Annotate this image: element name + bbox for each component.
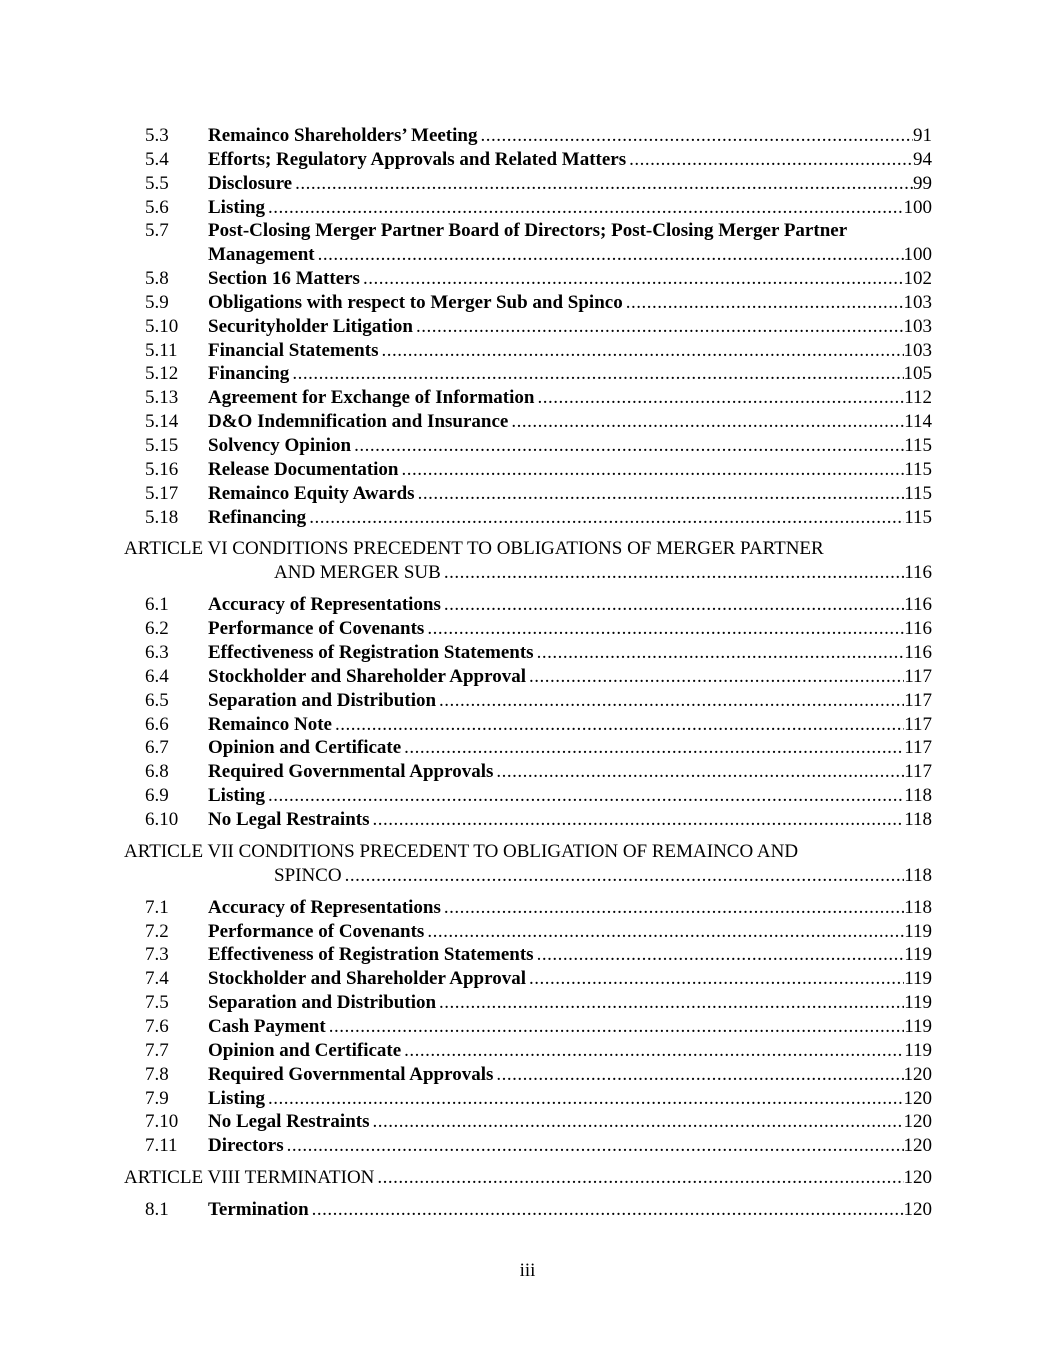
article-heading[interactable] <box>0 840 1055 896</box>
toc-entry-number: 7.6 <box>145 1016 169 1037</box>
toc-entry-page: 94 <box>913 148 932 170</box>
toc-entry-title: Performance of Covenants <box>208 618 425 640</box>
dot-leader <box>480 124 913 148</box>
dot-leader <box>372 808 904 832</box>
toc-entry-title: Separation and Distribution <box>208 992 437 1014</box>
toc-entry-number: 6.5 <box>145 689 169 711</box>
toc-entry[interactable] <box>0 410 1055 434</box>
dot-leader <box>529 967 904 991</box>
toc-entry-number: 5.7 <box>145 220 169 242</box>
toc-entry-page: 120 <box>903 1199 932 1221</box>
article-heading-title: ARTICLE VIII TERMINATION <box>124 1167 375 1189</box>
toc-entry-number: 5.10 <box>145 315 179 337</box>
toc-entry[interactable] <box>0 434 1055 458</box>
toc-entry-page: 116 <box>904 618 932 640</box>
dot-leader <box>309 506 904 530</box>
toc-entry-title: Agreement for Exchange of Information <box>208 387 535 409</box>
toc-entry-page: 100 <box>903 196 932 218</box>
toc-entry-page: 117 <box>904 737 932 759</box>
toc-entry-number: 5.4 <box>145 148 169 170</box>
dot-leader <box>427 920 904 944</box>
dot-leader <box>529 665 904 689</box>
toc-entry[interactable] <box>0 362 1055 386</box>
dot-leader <box>402 458 905 482</box>
dot-leader <box>404 736 904 760</box>
toc-entry-number: 5.18 <box>145 506 179 528</box>
toc-entry-title: Release Documentation <box>208 458 399 480</box>
toc-entry[interactable] <box>0 1110 1055 1134</box>
dot-leader <box>268 196 903 220</box>
dot-leader <box>439 689 904 713</box>
dot-leader <box>312 1198 904 1222</box>
toc-entry-title: Securityholder Litigation <box>208 315 413 337</box>
toc-entry[interactable] <box>0 896 1055 920</box>
toc-entry-title: Management <box>208 244 315 266</box>
toc-entry-title: Remainco Equity Awards <box>208 482 415 504</box>
toc-entry-number: 7.3 <box>145 944 169 966</box>
toc-entry-title: Stockholder and Shareholder Approval <box>208 968 526 990</box>
toc-entry-page: 114 <box>904 411 932 433</box>
toc-entry-page: 115 <box>904 506 932 528</box>
dot-leader <box>404 1039 904 1063</box>
article-heading-page: 120 <box>903 1167 932 1189</box>
toc-entry-title: Effectiveness of Registration Statements <box>208 944 534 966</box>
toc-entry-number: 5.8 <box>145 268 169 290</box>
toc-entry-page: 99 <box>913 172 932 194</box>
toc-entry-title: Required Governmental Approvals <box>208 1063 494 1085</box>
toc-entry-page: 119 <box>904 944 932 966</box>
toc-entry[interactable] <box>0 665 1055 689</box>
toc-entry-title: Obligations with respect to Merger Sub and Spinco <box>208 291 623 313</box>
toc-entry-number: 6.7 <box>145 737 169 759</box>
dot-leader <box>292 362 903 386</box>
toc-entry-page: 118 <box>904 808 932 830</box>
toc-entry-page: 112 <box>904 387 932 409</box>
toc-entry-number: 5.16 <box>145 458 179 480</box>
article-heading[interactable] <box>0 537 1055 593</box>
toc-entry-title: Listing <box>208 1087 266 1109</box>
toc-entry-title: Listing <box>208 785 266 807</box>
toc-entry[interactable] <box>0 1198 1055 1222</box>
toc-entry-number: 7.8 <box>145 1063 169 1085</box>
toc-entry[interactable] <box>0 291 1055 315</box>
dot-leader <box>268 784 904 808</box>
dot-leader <box>537 943 905 967</box>
toc-entry-title: Performance of Covenants <box>208 920 425 942</box>
dot-leader <box>511 410 904 434</box>
toc-entry[interactable] <box>0 920 1055 944</box>
toc-entry-number: 6.3 <box>145 642 169 664</box>
dot-leader <box>418 482 905 506</box>
toc-entry[interactable] <box>0 784 1055 808</box>
toc-entry[interactable] <box>0 267 1055 291</box>
toc-entry-number: 6.1 <box>145 594 169 616</box>
dot-leader <box>363 267 904 291</box>
dot-leader <box>537 386 904 410</box>
toc-entry-page: 91 <box>913 125 932 146</box>
toc-entry-number: 7.2 <box>145 920 169 942</box>
toc-entry[interactable] <box>0 1039 1055 1063</box>
toc-entry[interactable] <box>0 760 1055 784</box>
toc-entry-page: 117 <box>904 761 932 783</box>
toc-entry-number: 5.3 <box>145 125 169 146</box>
dot-leader <box>444 593 904 617</box>
toc-entry-title: Stockholder and Shareholder Approval <box>208 665 526 687</box>
toc-entry-page: 120 <box>903 1063 932 1085</box>
dot-leader <box>295 172 913 196</box>
toc-entry-page: 117 <box>904 689 932 711</box>
toc-entry-title: Cash Payment <box>208 1016 326 1037</box>
toc-entry[interactable] <box>0 713 1055 737</box>
dot-leader <box>444 561 904 585</box>
toc-entry-title: Financing <box>208 363 290 385</box>
toc-entry-page: 116 <box>904 642 932 664</box>
dot-leader <box>381 339 903 363</box>
toc-entry-page: 120 <box>903 1111 932 1133</box>
toc-entry-title: Effectiveness of Registration Statements <box>208 642 534 664</box>
toc-entry-number: 7.10 <box>145 1111 179 1133</box>
toc-entry-title: Solvency Opinion <box>208 434 352 456</box>
toc-entry[interactable] <box>0 458 1055 482</box>
toc-entry-page: 115 <box>904 458 932 480</box>
toc-entry-number: 7.5 <box>145 992 169 1014</box>
toc-entry-number: 6.4 <box>145 665 169 687</box>
dot-leader <box>318 243 904 267</box>
dot-leader <box>537 641 905 665</box>
toc-entry-page: 119 <box>904 992 932 1014</box>
toc-entry[interactable] <box>0 339 1055 363</box>
article-heading-line1: ARTICLE VII CONDITIONS PRECEDENT TO OBLIGATION OF REMAINCO AND <box>124 840 799 862</box>
dot-leader <box>287 1134 904 1158</box>
toc-entry-number: 6.6 <box>145 713 169 735</box>
section-8-list <box>0 1198 1055 1222</box>
toc-entry[interactable] <box>0 506 1055 530</box>
toc-entry-number: 5.11 <box>145 339 178 361</box>
toc-entry-page: 115 <box>904 434 932 456</box>
dot-leader <box>354 434 904 458</box>
toc-entry-page: 115 <box>904 482 932 504</box>
section-6-list <box>0 593 1055 831</box>
toc-entry-page: 119 <box>904 1016 932 1037</box>
dot-leader <box>626 291 904 315</box>
toc-entry[interactable] <box>0 1134 1055 1158</box>
toc-entry[interactable] <box>0 124 1055 148</box>
toc-entry-page: 103 <box>903 315 932 337</box>
toc-entry-page: 120 <box>903 1135 932 1157</box>
toc-entry-number: 7.1 <box>145 896 169 918</box>
page-number: iii <box>519 1260 536 1281</box>
toc-entry-page: 105 <box>903 363 932 385</box>
toc-entry[interactable] <box>0 196 1055 220</box>
toc-entry-title-line1: Post-Closing Merger Partner Board of Directors; Post-Closing Merger Partner <box>208 220 848 242</box>
toc-entry-title: Financial Statements <box>208 339 379 361</box>
toc-entry-page: 103 <box>903 291 932 313</box>
toc-entry-title: Remainco Note <box>208 713 332 735</box>
toc-entry-page: 103 <box>903 339 932 361</box>
toc-entry-title: Accuracy of Representations <box>208 594 441 616</box>
toc-entry-title: Required Governmental Approvals <box>208 761 494 783</box>
toc-entry[interactable] <box>0 315 1055 339</box>
toc-entry-title: Accuracy of Representations <box>208 896 441 918</box>
dot-leader <box>427 617 904 641</box>
toc-entry[interactable] <box>0 172 1055 196</box>
dot-leader <box>345 864 905 888</box>
toc-entry-page: 117 <box>904 665 932 687</box>
toc-entry[interactable] <box>0 219 1055 267</box>
toc-entry-title: Refinancing <box>208 506 307 528</box>
toc-entry-number: 6.10 <box>145 808 179 830</box>
toc-entry-number: 7.11 <box>145 1135 178 1157</box>
toc-entry-number: 8.1 <box>145 1199 169 1221</box>
article-heading-line2: SPINCO <box>274 864 342 886</box>
toc-entry-number: 7.4 <box>145 968 169 990</box>
toc-entry[interactable] <box>0 641 1055 665</box>
toc-entry[interactable] <box>0 1063 1055 1087</box>
toc-entry-title: Section 16 Matters <box>208 268 360 290</box>
toc-entry-title: Remainco Shareholders’ Meeting <box>208 125 478 146</box>
toc-entry-page: 102 <box>903 268 932 290</box>
dot-leader <box>439 991 904 1015</box>
toc-entry-number: 7.7 <box>145 1039 169 1061</box>
toc-entry-number: 5.15 <box>145 434 179 456</box>
toc-entry[interactable] <box>0 482 1055 506</box>
toc-entry-page: 119 <box>904 968 932 990</box>
toc-entry-title: Disclosure <box>208 172 293 194</box>
toc-entry[interactable] <box>0 1015 1055 1039</box>
toc-entry-title: Termination <box>208 1199 309 1221</box>
dot-leader <box>329 1015 905 1039</box>
toc-entry-page: 116 <box>904 594 932 616</box>
toc-entry-page: 118 <box>904 896 932 918</box>
dot-leader <box>268 1087 903 1111</box>
toc-entry[interactable] <box>0 967 1055 991</box>
toc-entry-number: 5.6 <box>145 196 169 218</box>
section-5-list <box>0 124 1055 529</box>
toc-entry-page: 117 <box>904 713 932 735</box>
toc-entry[interactable] <box>0 148 1055 172</box>
toc-entry[interactable] <box>0 386 1055 410</box>
toc-entry-title: No Legal Restraints <box>208 1111 370 1133</box>
toc-entry[interactable] <box>0 617 1055 641</box>
toc-entry-title: Opinion and Certificate <box>208 1039 402 1061</box>
toc-entry[interactable] <box>0 689 1055 713</box>
dot-leader <box>444 896 904 920</box>
article-heading-page: 116 <box>904 562 932 584</box>
dot-leader <box>372 1110 903 1134</box>
dot-leader <box>496 1063 903 1087</box>
toc-entry-number: 6.2 <box>145 618 169 640</box>
article-heading-line2: AND MERGER SUB <box>274 562 441 584</box>
toc-entry-number: 7.9 <box>145 1087 169 1109</box>
toc-entry-number: 5.9 <box>145 291 169 313</box>
article-heading-page: 118 <box>904 864 932 886</box>
toc-entry[interactable] <box>0 593 1055 617</box>
toc-entry-title: Opinion and Certificate <box>208 737 402 759</box>
dot-leader <box>335 713 904 737</box>
toc-entry-page: 100 <box>903 244 932 266</box>
dot-leader <box>416 315 904 339</box>
toc-entry-page: 119 <box>904 920 932 942</box>
toc-entry-page: 119 <box>904 1039 932 1061</box>
toc-entry-number: 5.12 <box>145 363 179 385</box>
dot-leader <box>377 1166 903 1190</box>
toc-entry-page: 118 <box>904 785 932 807</box>
toc-entry[interactable] <box>0 1087 1055 1111</box>
toc-entry[interactable] <box>0 943 1055 967</box>
toc-entry-title: Separation and Distribution <box>208 689 437 711</box>
toc-entry-title: D&O Indemnification and Insurance <box>208 411 509 433</box>
toc-entry-number: 5.5 <box>145 172 169 194</box>
toc-entry-title: No Legal Restraints <box>208 808 370 830</box>
article-heading-line1: ARTICLE VI CONDITIONS PRECEDENT TO OBLIGATIONS OF MERGER PARTNER <box>124 538 824 560</box>
toc-entry-title: Listing <box>208 196 266 218</box>
section-7-list <box>0 896 1055 1158</box>
toc-entry-page: 120 <box>903 1087 932 1109</box>
toc-entry[interactable] <box>0 808 1055 832</box>
toc-entry-number: 5.13 <box>145 387 179 409</box>
dot-leader <box>629 148 913 172</box>
table-of-contents <box>0 124 1055 1222</box>
article-heading[interactable] <box>0 1166 1055 1198</box>
toc-entry-title: Efforts; Regulatory Approvals and Related Matters <box>208 148 627 170</box>
toc-entry-number: 5.17 <box>145 482 179 504</box>
toc-entry-title: Directors <box>208 1135 284 1157</box>
toc-entry-number: 6.8 <box>145 761 169 783</box>
dot-leader <box>496 760 904 784</box>
toc-entry-number: 5.14 <box>145 411 179 433</box>
toc-entry-number: 6.9 <box>145 785 169 807</box>
toc-entry[interactable] <box>0 991 1055 1015</box>
toc-entry[interactable] <box>0 736 1055 760</box>
